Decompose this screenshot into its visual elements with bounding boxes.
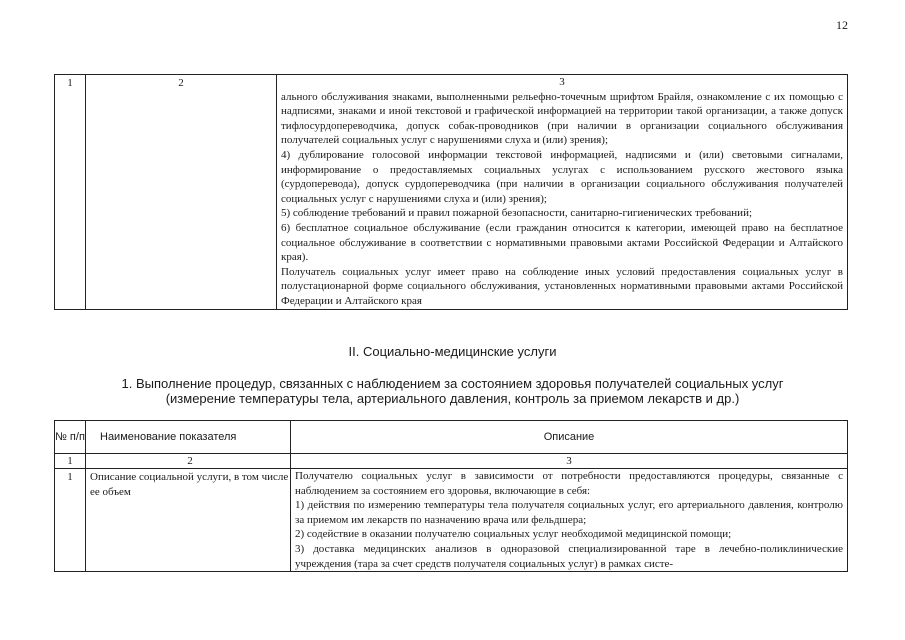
- column-index-2: 2: [86, 454, 291, 469]
- row-description: [291, 469, 848, 572]
- description-paragraph: 3) доставка медицинских анализов в одноразовой специализированной таре в лечебно-поликлинические учреждения (тара за счет средств получателя социальных услуг) в рамках систе-: [295, 542, 843, 570]
- header-name: Наименование показателя: [86, 421, 291, 454]
- page-number: 12: [836, 18, 848, 32]
- table-cell-name: [86, 75, 277, 310]
- column-index-1: 1: [67, 77, 73, 89]
- header-description: Описание: [291, 421, 848, 454]
- table-cell-description: [277, 75, 848, 310]
- column-index-1: 1: [55, 454, 86, 469]
- table-header-row: [55, 421, 848, 454]
- service-description-table: [54, 420, 848, 572]
- table-cell-index: [55, 75, 86, 310]
- description-paragraph: 6) бесплатное социальное обслуживание (если гражданин относится к категории, имеющей право на бесплатное социальное обслуживание в соответствии с нормативными правовыми актами Российской Федерации и Алтайского края).: [281, 221, 843, 264]
- table-row: [55, 75, 848, 310]
- description-paragraph: Получатель социальных услуг имеет право на соблюдение иных условий предоставления социальных услуг в полустационарной форме социального обслуживания, установленных нормативными правовыми актами Российской Федерации и Алтайского края: [281, 265, 843, 307]
- section-title: II. Социально-медицинские услуги: [348, 344, 557, 359]
- continuation-table: [54, 74, 848, 310]
- subsection-title-continuation: (измерение температуры тела, артериального давления, контроль за приемом лекарств и др.): [165, 391, 740, 406]
- description-paragraph: 2) содействие в оказании получателю социальных услуг необходимой медицинской помощи;: [295, 528, 732, 541]
- row-name: Описание социальной услуги, в том числе ее объем: [86, 469, 291, 572]
- header-number: № п/п: [55, 421, 86, 454]
- description-paragraph: 4) дублирование голосовой информации текстовой информацией, надписями и (или) световыми сигналами, информирование о предоставляемых социальных услугах с использованием русского жестового языка (сурдоперевода), допуск сурдопереводчика (при наличии в организации социального обслуживания получателей социальных услуг с нарушениями слуха и (или) зрения);: [281, 148, 843, 205]
- description-paragraph: ального обслуживания знаками, выполненными рельефно-точечным шрифтом Брайля, ознакомление с их помощью с надписями, знаками и иной текстовой и графической информацией на территории такой организации, а также допуск тифлосурдопереводчика, допуск собак-проводников (при наличии в организации социального обслуживания получателей социальных услуг с нарушениями слуха и (или) зрения);: [281, 90, 843, 147]
- description-paragraph: 1) действия по измерению температуры тела получателя социальных услуг, его артериального давления, контролю за приемом им лекарств по назначению врача или фельдшера;: [295, 499, 843, 526]
- column-index-3: 3: [291, 454, 848, 469]
- description-paragraph: 5) соблюдение требований и правил пожарной безопасности, санитарно-гигиенических требований;: [281, 207, 753, 220]
- description-paragraph: Получателю социальных услуг в зависимости от потребности предоставляются процедуры, связанные с наблюдением за состоянием его здоровья, включающие в себя:: [295, 470, 843, 497]
- table-row: [55, 469, 848, 572]
- column-index-3: 3: [559, 76, 565, 88]
- row-number: 1: [55, 469, 86, 572]
- column-index-row: [55, 454, 848, 469]
- subsection-title: 1. Выполнение процедур, связанных с наблюдением за состоянием здоровья получателей социальных услуг: [121, 376, 784, 391]
- column-index-2: 2: [178, 77, 184, 89]
